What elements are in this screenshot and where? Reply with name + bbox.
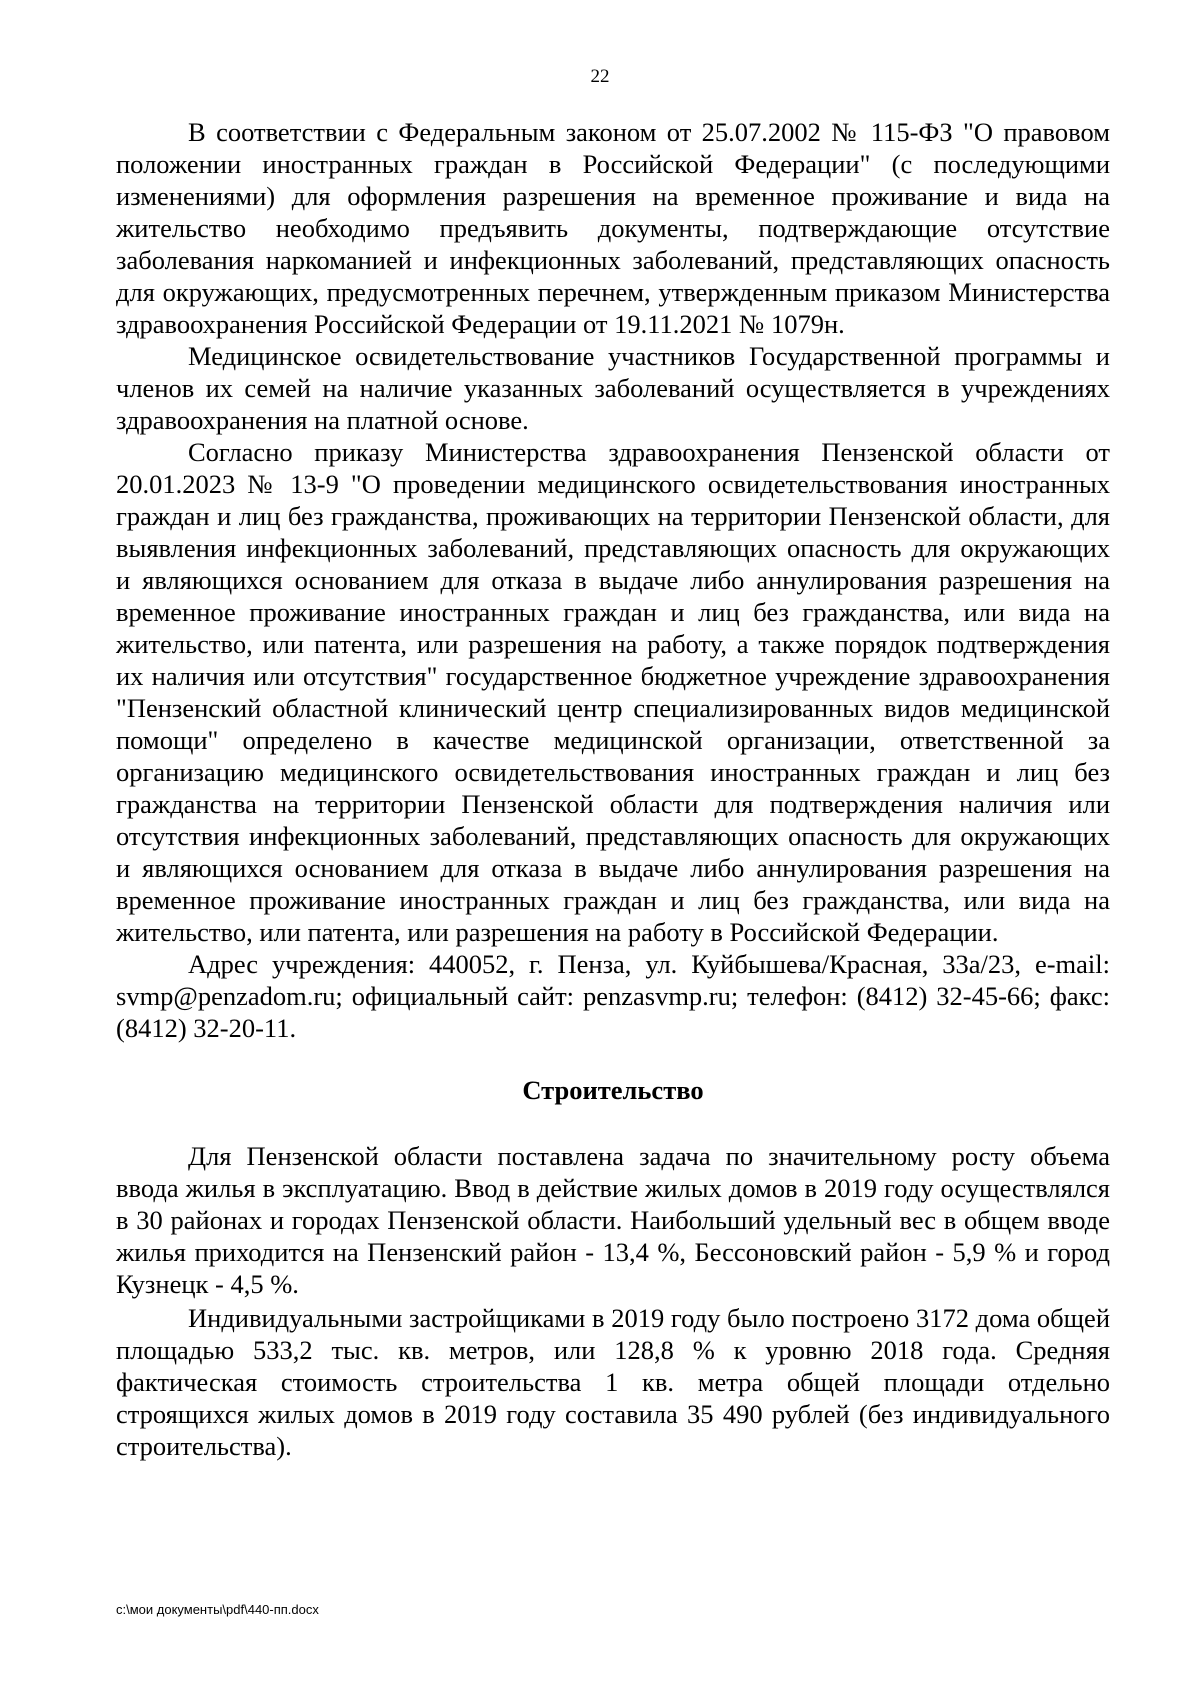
page-number: 22: [590, 66, 610, 87]
paragraph-individual-builders: Индивидуальными застройщиками в 2019 году было построено 3172 дома общей площадью 533,2 тыс. кв. метров, или 128,8 % к уровню 2018 года. Средняя фактическая стоимость строительства 1 кв. метра общей площади отдельно строящихся жилых домов в 2019 году составила 35 490 рублей (без индивидуального строительства).: [116, 1303, 1110, 1461]
paragraph-medical-examination: Медицинское освидетельствование участников Государственной программы и членов их семей на наличие указанных заболеваний осуществляется в учреждениях здравоохранения на платной основе.: [116, 341, 1110, 435]
paragraph-ministry-order: Согласно приказу Министерства здравоохранения Пензенской области от 20.01.2023 № 13-9 "О проведении медицинского освидетельствования иностранных граждан и лиц без гражданства, проживающих на территории Пензенской области, для выявления инфекционных заболеваний, представляющих опасность для окружающих и являющихся основанием для отказа в выдаче либо аннулирования разрешения на временное проживание иностранных граждан и лиц без гражданства, или вида на жительство, или патента, или разрешения на работу, а также порядок подтверждения их наличия или отсутствия" государственное бюджетное учреждение здравоохранения "Пензенский областной клинический центр специализированных видов медицинской помощи" определено в качестве медицинской организации, ответственной за организацию медицинского освидетельствования иностранных граждан и лиц без гражданства на территории Пензенской области для подтверждения наличия или отсутствия инфекционных заболеваний, представляющих опасность для окружающих и являющихся основанием для отказа в выдаче либо аннулирования разрешения на временное проживание иностранных граждан и лиц без гражданства, или вида на жительство, или патента, или разрешения на работу в Российской Федерации.: [116, 437, 1110, 947]
paragraph-institution-address: Адрес учреждения: 440052, г. Пенза, ул. Куйбышева/Красная, 33а/23, e-mail: svmp@penzadom.ru; официальный сайт: penzasvmp.ru; телефон: (8412) 32-45-66; факс: (8412) 32-20-11.: [116, 949, 1110, 1043]
section-heading-construction: Строительство: [522, 1075, 704, 1105]
paragraph-housing-commissioning: Для Пензенской области поставлена задача по значительному росту объема ввода жилья в эксплуатацию. Ввод в действие жилых домов в 2019 году осуществлялся в 30 районах и городах Пензенской области. Наибольший удельный вес в общем вводе жилья приходится на Пензенский район - 13,4 %, Бессоновский район - 5,9 % и город Кузнецк - 4,5 %.: [116, 1141, 1110, 1299]
footer-file-path: c:\мои документы\pdf\440-пп.docx: [116, 1602, 319, 1617]
paragraph-federal-law: В соответствии с Федеральным законом от 25.07.2002 № 115-ФЗ "О правовом положении иностранных граждан в Российской Федерации" (с последующими изменениями) для оформления разрешения на временное проживание и вида на жительство необходимо предъявить документы, подтверждающие отсутствие заболевания наркоманией и инфекционных заболеваний, представляющих опасность для окружающих, предусмотренных перечнем, утвержденным приказом Министерства здравоохранения Российской Федерации от 19.11.2021 № 1079н.: [116, 117, 1110, 339]
document-body: [116, 116, 1110, 1462]
